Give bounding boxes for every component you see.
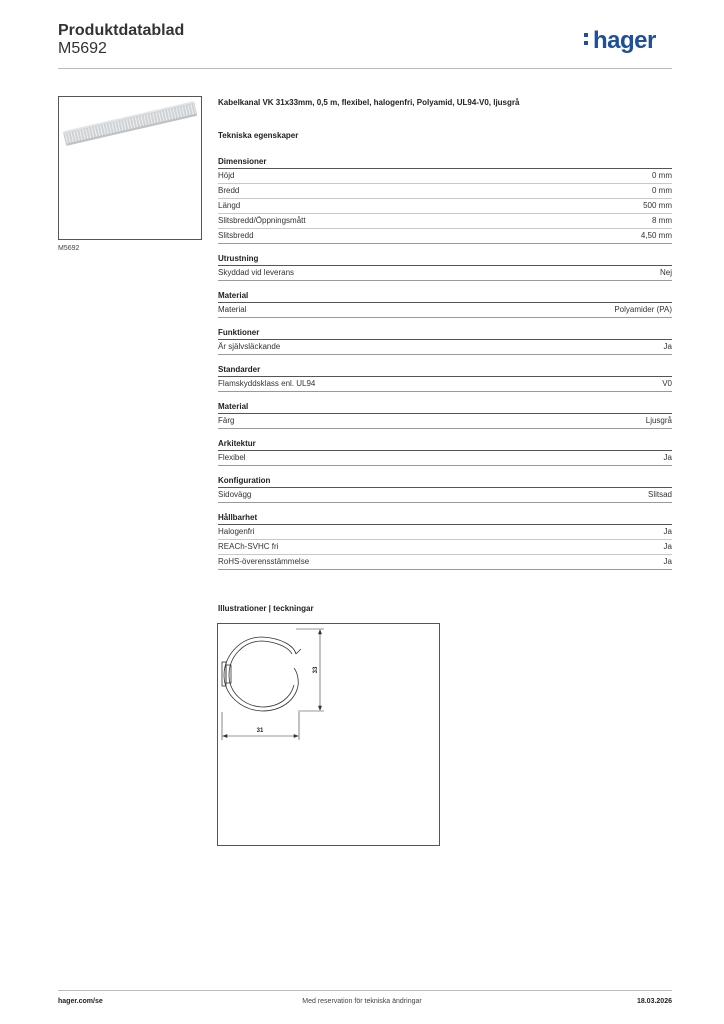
spec-row bbox=[218, 555, 672, 570]
spec-section bbox=[218, 438, 672, 466]
spec-label: Är självsläckande bbox=[218, 342, 281, 351]
spec-label: Färg bbox=[218, 416, 235, 425]
spec-value: Ljusgrå bbox=[645, 416, 672, 425]
spec-label: Slitsbredd bbox=[218, 231, 254, 240]
spec-row bbox=[218, 414, 672, 429]
footer-disclaimer: Med reservation för tekniska ändringar bbox=[302, 998, 422, 1005]
footer-url[interactable]: hager.com/se bbox=[58, 998, 103, 1005]
product-description: Kabelkanal VK 31x33mm, 0,5 m, flexibel, halogenfri, Polyamid, UL94-V0, ljusgrå bbox=[218, 98, 520, 107]
technical-drawing bbox=[217, 623, 440, 846]
spec-section bbox=[218, 401, 672, 429]
spec-section bbox=[218, 253, 672, 281]
spec-label: Material bbox=[218, 305, 247, 314]
cable-duct-image bbox=[59, 97, 201, 239]
spec-value: Slitsad bbox=[647, 490, 672, 499]
footer-date: 18.03.2026 bbox=[636, 998, 672, 1005]
profile-drawing bbox=[218, 624, 439, 845]
spec-row bbox=[218, 184, 672, 199]
logo-text: hager bbox=[593, 27, 656, 54]
spec-row bbox=[218, 377, 672, 392]
spec-section-title: Funktioner bbox=[218, 327, 672, 340]
spec-value: Ja bbox=[663, 342, 672, 351]
profile-inner-line bbox=[229, 641, 294, 707]
spec-label: Slitsbredd/Öppningsmått bbox=[218, 216, 306, 225]
spec-label: Halogenfri bbox=[218, 527, 255, 536]
spec-label: Längd bbox=[218, 201, 241, 210]
profile-outer-line bbox=[224, 637, 298, 711]
spec-label: Flamskyddsklass enl. UL94 bbox=[218, 379, 316, 388]
spec-row bbox=[218, 451, 672, 466]
spec-row bbox=[218, 214, 672, 229]
dim-arrow-right bbox=[294, 735, 298, 738]
spec-label: Höjd bbox=[218, 171, 235, 180]
spec-value: Ja bbox=[663, 527, 672, 536]
product-image bbox=[58, 96, 202, 240]
slot-edge bbox=[296, 649, 301, 654]
spec-label: Sidovägg bbox=[218, 490, 252, 499]
spec-section-title: Material bbox=[218, 290, 672, 303]
spec-section bbox=[218, 290, 672, 318]
image-caption: M5692 bbox=[58, 245, 80, 252]
spec-row bbox=[218, 488, 672, 503]
spec-value: Ja bbox=[663, 453, 672, 462]
product-code: M5692 bbox=[58, 40, 107, 57]
spec-value: Ja bbox=[663, 557, 672, 566]
spec-value: 0 mm bbox=[652, 171, 672, 180]
spec-section bbox=[218, 327, 672, 355]
spec-row bbox=[218, 340, 672, 355]
spec-section-title: Arkitektur bbox=[218, 438, 672, 451]
spec-row bbox=[218, 229, 672, 244]
footer-divider bbox=[58, 990, 672, 991]
spec-row bbox=[218, 540, 672, 555]
spec-label: Skyddad vid leverans bbox=[218, 268, 295, 277]
spec-row bbox=[218, 266, 672, 281]
document-title: Produktdatablad bbox=[58, 22, 185, 39]
spec-value: V0 bbox=[662, 379, 672, 388]
logo-colon-icon bbox=[584, 33, 589, 49]
width-dimension-label: 31 bbox=[256, 728, 264, 734]
spec-value: Polyamider (PA) bbox=[614, 305, 672, 314]
height-dimension-label: 33 bbox=[313, 666, 319, 674]
spec-section-title: Material bbox=[218, 401, 672, 414]
spec-value: 8 mm bbox=[652, 216, 672, 225]
spec-section-title: Utrustning bbox=[218, 253, 672, 266]
dim-arrow-left bbox=[223, 735, 227, 738]
spec-label: REACh-SVHC fri bbox=[218, 542, 279, 551]
illustrations-heading: Illustrationer | teckningar bbox=[218, 604, 314, 613]
spec-section bbox=[218, 156, 672, 244]
mounting-base bbox=[226, 665, 231, 683]
spec-section-title: Dimensioner bbox=[218, 156, 672, 169]
header-divider bbox=[58, 68, 672, 69]
spec-section-title: Konfiguration bbox=[218, 475, 672, 488]
dim-arrow-bottom bbox=[319, 706, 322, 710]
spec-section bbox=[218, 512, 672, 570]
spec-value: 500 mm bbox=[643, 201, 672, 210]
spec-label: Bredd bbox=[218, 186, 240, 195]
spec-value: Nej bbox=[659, 268, 672, 277]
dim-arrow-top bbox=[319, 630, 322, 634]
spec-value: 4,50 mm bbox=[640, 231, 672, 240]
spec-row bbox=[218, 303, 672, 318]
spec-section bbox=[218, 364, 672, 392]
spec-section-title: Hållbarhet bbox=[218, 512, 672, 525]
hager-logo bbox=[593, 27, 656, 55]
spec-value: Ja bbox=[663, 542, 672, 551]
spec-value: 0 mm bbox=[652, 186, 672, 195]
spec-row bbox=[218, 169, 672, 184]
spec-section bbox=[218, 475, 672, 503]
technical-properties-heading: Tekniska egenskaper bbox=[218, 131, 299, 140]
spec-row bbox=[218, 525, 672, 540]
spec-section-title: Standarder bbox=[218, 364, 672, 377]
spec-row bbox=[218, 199, 672, 214]
spec-label: RoHS-överensstämmelse bbox=[218, 557, 310, 566]
specifications-table bbox=[218, 156, 672, 579]
spec-label: Flexibel bbox=[218, 453, 246, 462]
